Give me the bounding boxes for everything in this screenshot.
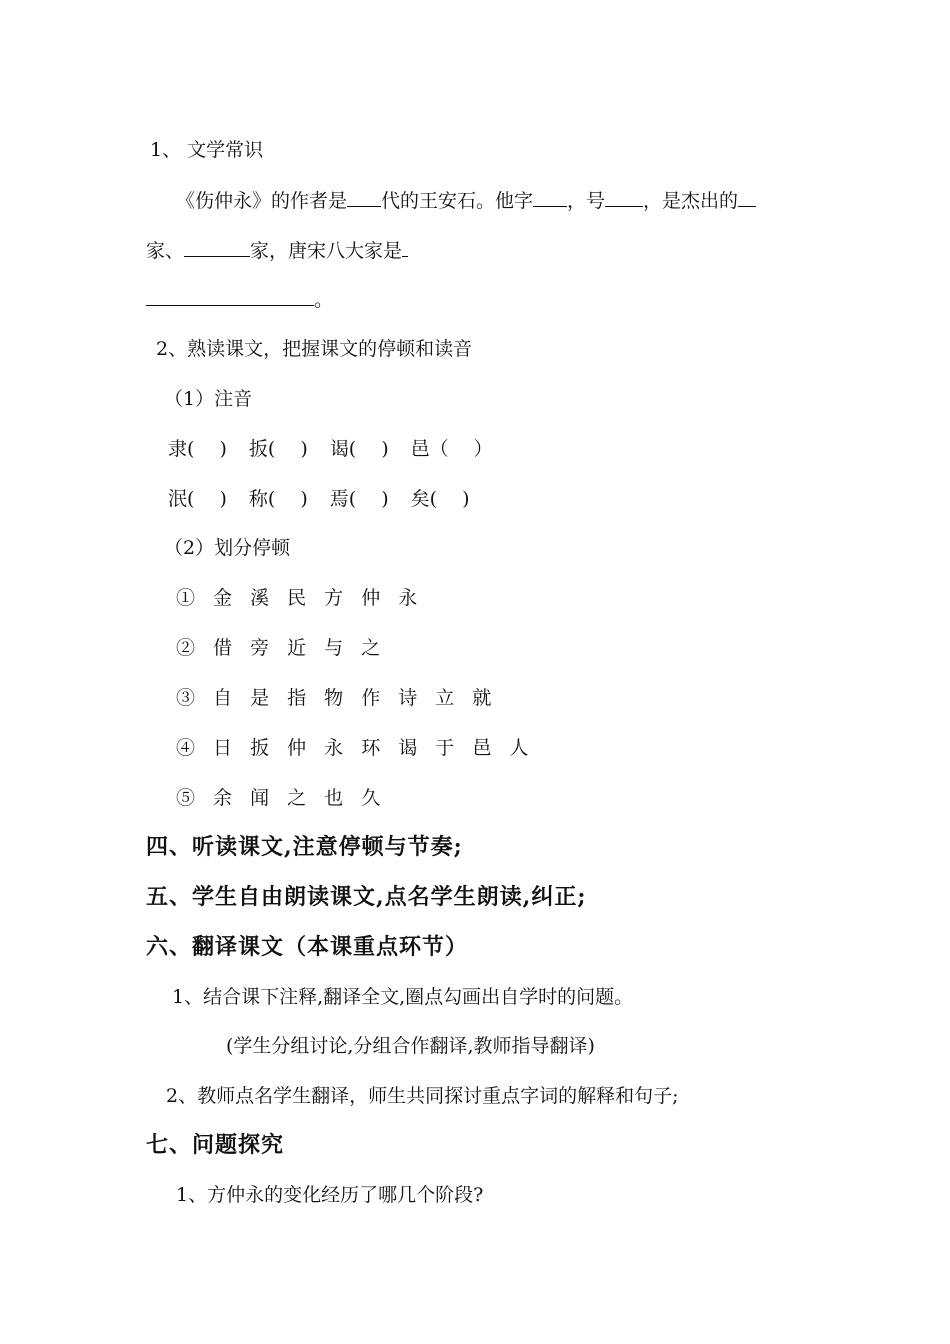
subsection-pause-heading: （2）划分停顿 — [164, 537, 291, 559]
pause-item-3: ③ 自 是 指 物 作 诗 立 就 — [176, 687, 498, 709]
fill-blank-dynasty[interactable] — [347, 188, 381, 207]
phonetic-item[interactable]: 泯( ) — [168, 488, 227, 510]
fill-blank-courtesy-name[interactable] — [533, 188, 567, 207]
section-4-heading: 四、听读课文,注意停顿与节奏; — [146, 834, 463, 860]
section-5-heading: 五、学生自由朗读课文,点名学生朗读,纠正; — [146, 884, 587, 910]
section-7-heading: 七、问题探究 — [146, 1132, 285, 1158]
text-segment: 家，唐宋八大家是 — [250, 240, 403, 262]
translation-step-1: 1、结合课下注释,翻译全文,圈点勾画出自学时的问题。 — [172, 986, 634, 1008]
phonetic-item[interactable]: 隶( ) — [168, 438, 227, 460]
text-segment: 《伤仲永》的作者是 — [176, 190, 348, 212]
phonetic-item[interactable]: 邑（ ） — [410, 438, 493, 460]
text-segment: 。 — [314, 289, 334, 311]
literature-paragraph-line-1 — [176, 188, 756, 213]
pause-item-4: ④ 日 扳 仲 永 环 谒 于 邑 人 — [176, 737, 535, 759]
fill-blank-eight-masters[interactable] — [146, 287, 314, 306]
fill-blank-eight-masters-start[interactable] — [402, 238, 408, 257]
phonetic-row-2 — [168, 487, 492, 511]
section-6-heading: 六、翻译课文（本课重点环节） — [146, 934, 469, 960]
inquiry-question-1: 1、方仲永的变化经历了哪几个阶段? — [176, 1184, 484, 1206]
text-segment: ，是杰出的 — [643, 190, 739, 212]
text-segment: 家、 — [146, 240, 185, 262]
pause-item-2: ② 借 旁 近 与 之 — [176, 637, 387, 659]
phonetic-item[interactable]: 谒( ) — [329, 438, 389, 460]
translation-note: (学生分组讨论,分组合作翻译,教师指导翻译) — [226, 1035, 595, 1057]
text-segment: 代的王安石。他字 — [381, 190, 534, 212]
phonetic-item[interactable]: 矣( ) — [410, 488, 470, 510]
literature-paragraph-line-3 — [146, 287, 333, 312]
text-segment: ，号 — [567, 190, 606, 212]
fill-blank-pseudonym[interactable] — [605, 188, 643, 207]
literature-paragraph-line-2 — [146, 238, 408, 263]
phonetic-row-1 — [168, 437, 515, 461]
pause-item-1: ① 金 溪 民 方 仲 永 — [176, 587, 424, 609]
fill-blank-role-1[interactable] — [738, 188, 756, 207]
pause-item-5: ⑤ 余 闻 之 也 久 — [176, 787, 387, 809]
section-1-heading: 1、 文学常识 — [150, 139, 264, 161]
fill-blank-role-2[interactable] — [184, 238, 250, 257]
section-2-heading: 2、熟读课文，把握课文的停顿和读音 — [156, 338, 473, 360]
translation-step-2: 2、教师点名学生翻译，师生共同探讨重点字词的解释和句子; — [166, 1085, 679, 1107]
phonetic-item[interactable]: 称( ) — [248, 488, 308, 510]
subsection-phonetic-heading: （1）注音 — [164, 388, 253, 410]
phonetic-item[interactable]: 扳( ) — [248, 438, 308, 460]
phonetic-item[interactable]: 焉( ) — [329, 488, 389, 510]
